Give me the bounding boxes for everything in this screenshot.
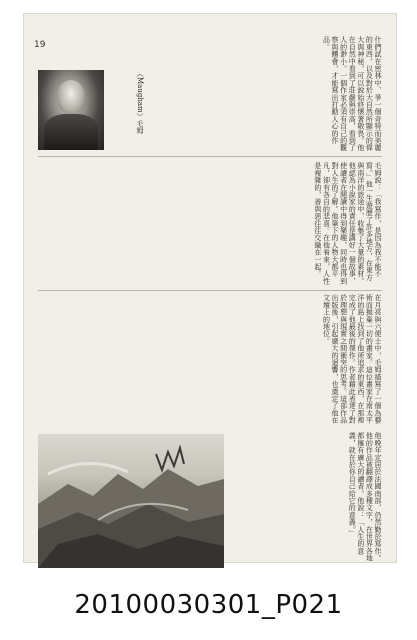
article-text-middle: 毛姆說：「我寫作，是因為我不能不寫。」他一生遊歷了許多地方，在東方與南洋的旅途中，收集了大量的素材。他認為小說家的責任是講好一個故事，使讀者在閱讀中得到樂趣，同時也得到對人生的了解。他筆下的人物大都平凡，卻有各自的悲喜。在他看來，人性是複雜的，善與惡往往交織在一起。 (313, 162, 382, 285)
portrait-body (44, 114, 98, 150)
mountain-drawing (38, 434, 224, 568)
column-divider (38, 290, 382, 291)
portrait-caption: （Maugham）毛姆 (136, 70, 144, 134)
article-text-bottom: 他晚年定居於法國南部，仍然勤於寫作。他的作品被翻譯成多種文字，在世界各地都擁有廣大的讀者。他說：「人生的意義，就在於你自己給它的意義。」 (348, 432, 382, 562)
column-divider (38, 156, 382, 157)
article-text-lower: 在月亮與六便士中，毛姆描寫了一個為藝術而拋棄一切的畫家。這位畫家在南太平洋的島上找到了他所追求的東西，在那裡完成了他最後的傑作。作者藉此表達了對於理想與現實之間衝突的思考。這部作品出版後，引起廣大的迴響，也奠定了他在文壇上的地位。 (322, 294, 382, 424)
archive-id: 20100030301_P021 (74, 590, 343, 620)
page-number: 19 (34, 40, 46, 50)
portrait-head (57, 80, 85, 114)
landscape-illustration (38, 434, 224, 568)
magazine-page (24, 14, 396, 562)
author-portrait (38, 70, 104, 150)
article-text-top: 什們試在密林中、爭一個奇特而美麗的東西，以及對於大自然所顯示的偉大與神秘，可以說始終懷著敬畏。他在自然中看到了莊嚴與崇高，看到了人的渺小。一個作家必須有自己的觀察與體會，才能寫出打動人心的作品。 (322, 36, 382, 152)
